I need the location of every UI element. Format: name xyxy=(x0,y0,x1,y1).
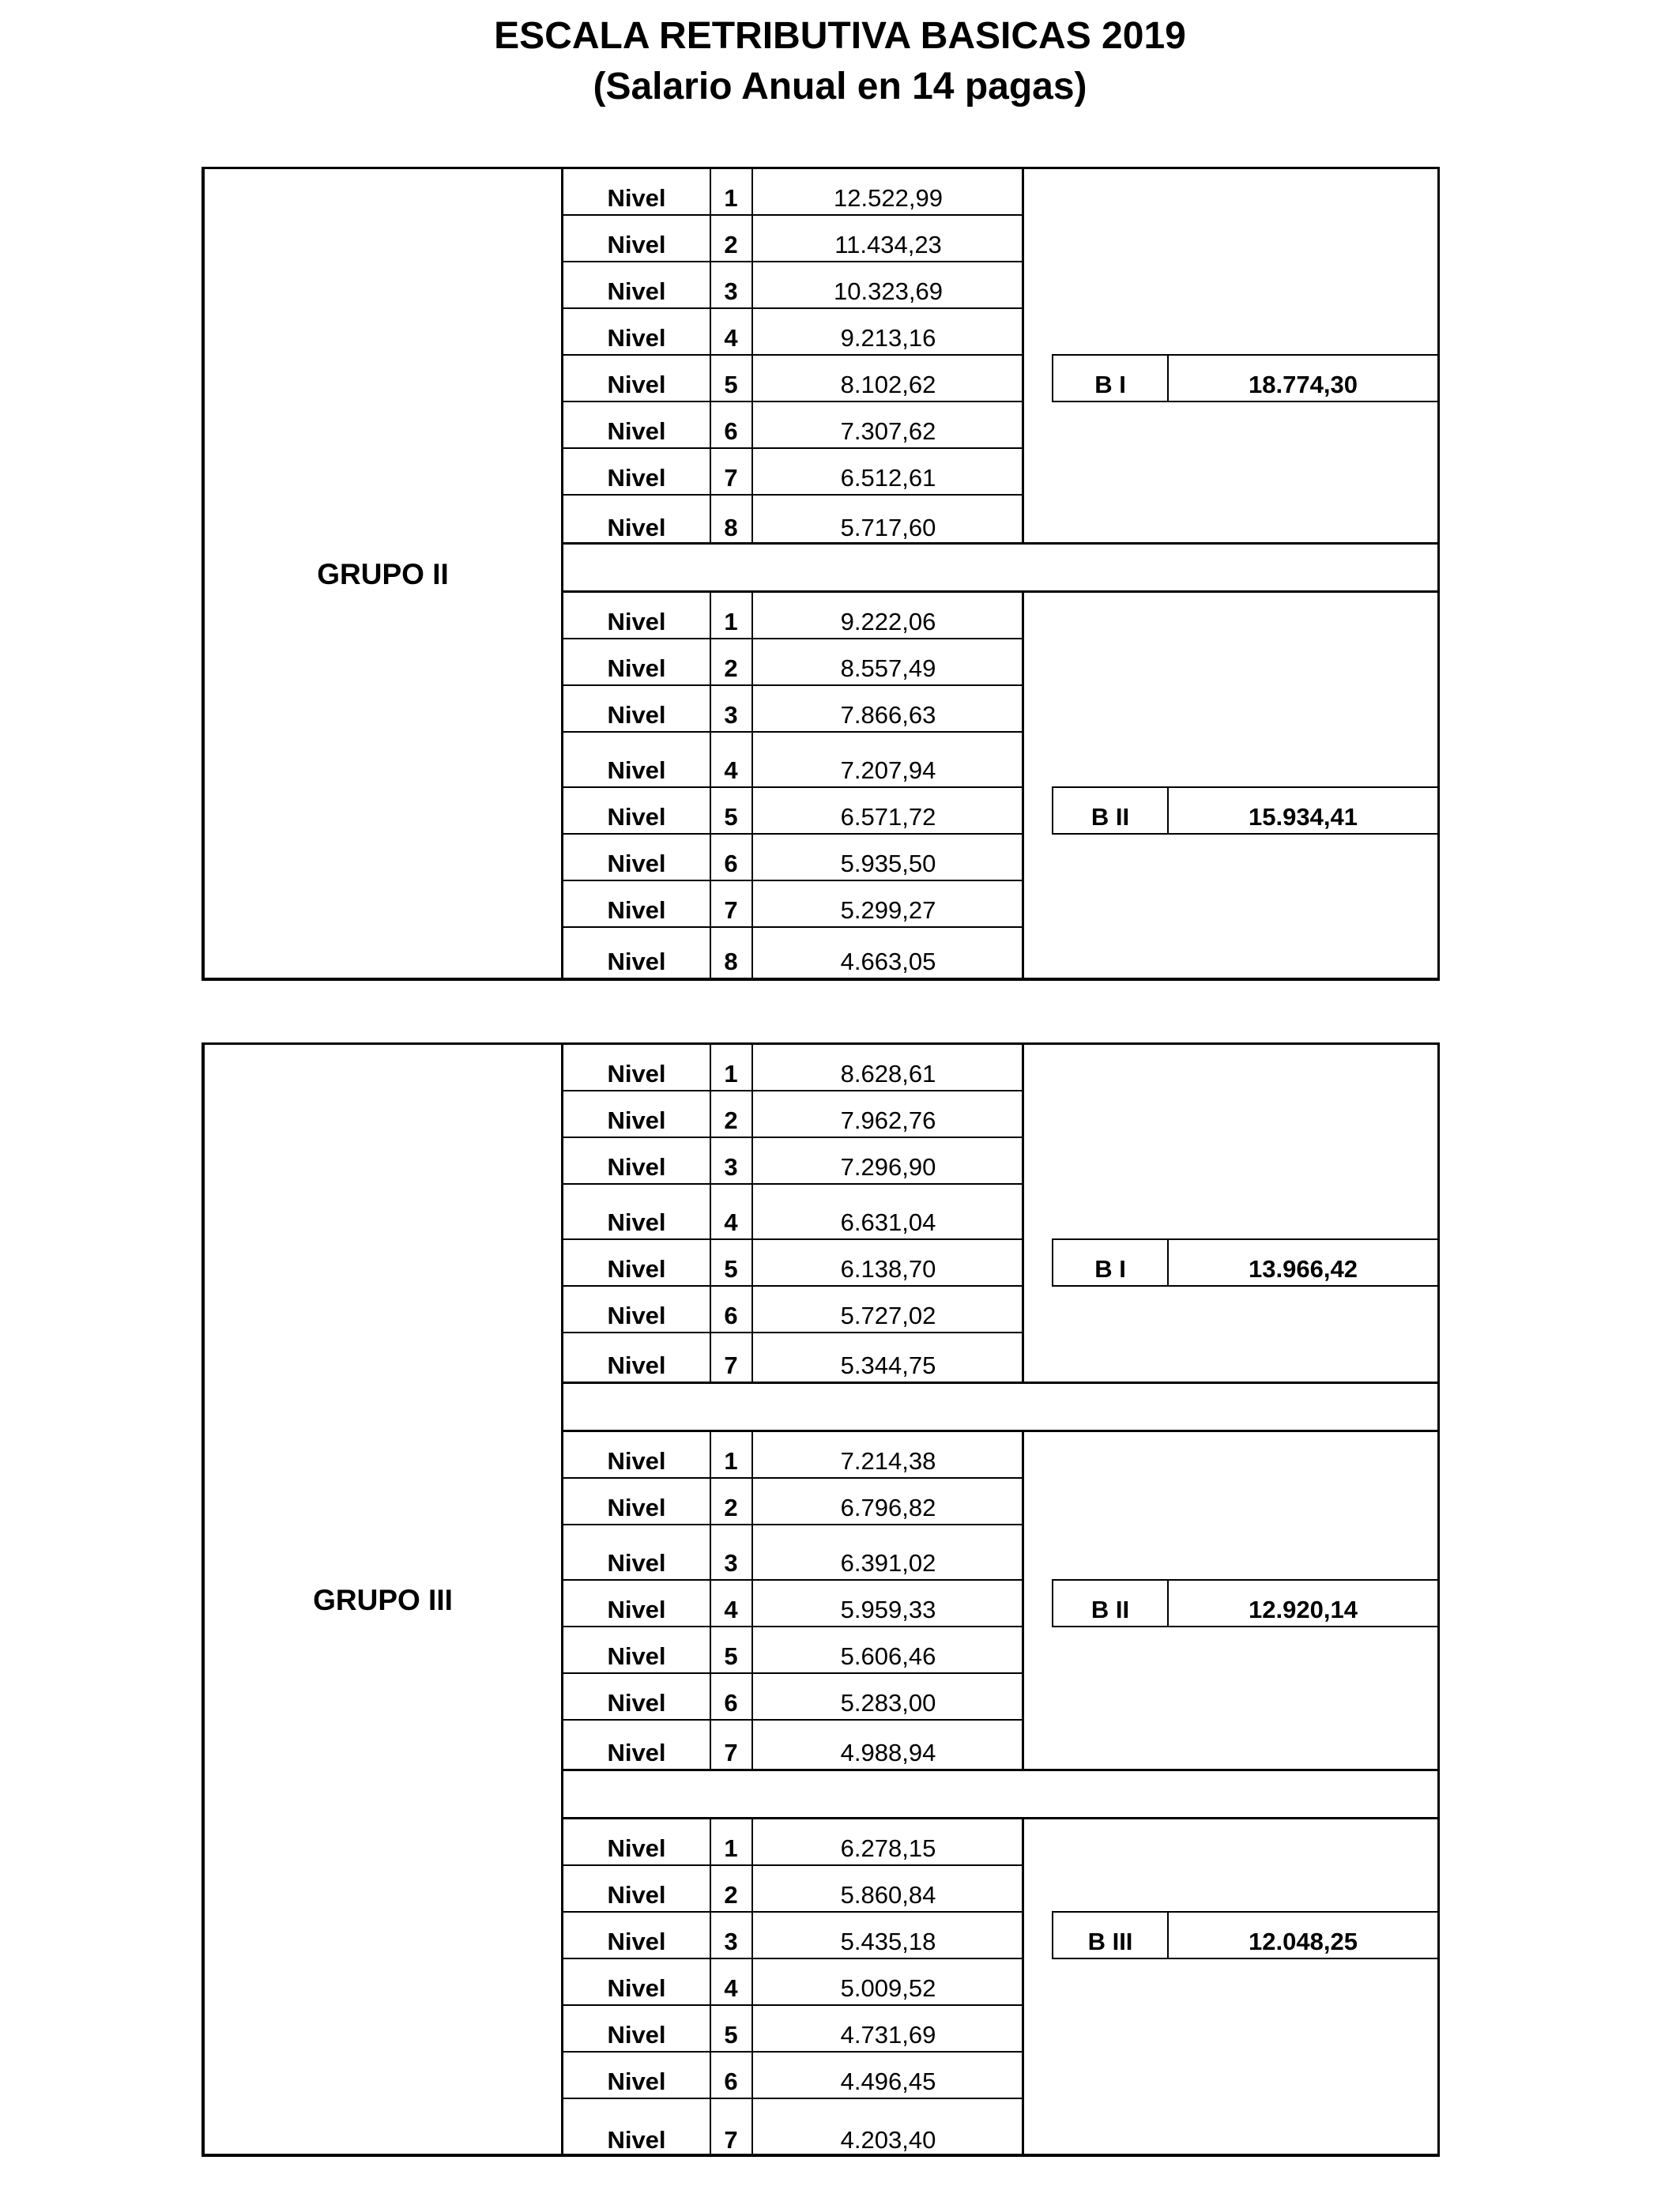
nivel-label: Nivel xyxy=(607,2126,666,2154)
table-row xyxy=(563,881,1024,928)
salary-value: 12.522,99 xyxy=(834,184,943,212)
level-number: 2 xyxy=(724,1881,738,1909)
base-salary-text: 13.966,42 xyxy=(1249,1255,1358,1283)
salary-value: 5.717,60 xyxy=(840,514,936,541)
nivel-label: Nivel xyxy=(607,417,666,445)
level-block xyxy=(563,169,1437,544)
level-number: 6 xyxy=(724,1302,738,1329)
group-table-grupo-iii xyxy=(202,1042,1440,2157)
block-separator xyxy=(563,542,1437,593)
group-levels xyxy=(561,169,1437,978)
level-number: 7 xyxy=(724,1739,738,1766)
table-row xyxy=(563,639,1024,686)
level-block xyxy=(563,593,1437,978)
base-salary-value xyxy=(1169,356,1437,401)
column-divider xyxy=(710,1432,711,1769)
base-salary-text: 18.774,30 xyxy=(1249,371,1358,398)
base-salary-value xyxy=(1169,1913,1437,1958)
nivel-label: Nivel xyxy=(607,654,666,682)
level-number: 3 xyxy=(724,277,738,305)
nivel-label: Nivel xyxy=(607,1255,666,1283)
base-category-text: B II xyxy=(1090,803,1130,831)
group-label: GRUPO III xyxy=(313,1584,453,1616)
nivel-label: Nivel xyxy=(607,1153,666,1181)
level-number: 5 xyxy=(724,803,738,831)
level-number: 4 xyxy=(724,1974,738,2002)
level-block xyxy=(563,1819,1437,2156)
level-number: 7 xyxy=(724,464,738,492)
base-salary-box xyxy=(1052,354,1437,402)
salary-value: 7.307,62 xyxy=(840,417,936,445)
level-number: 5 xyxy=(724,1255,738,1283)
table-row xyxy=(563,1091,1024,1138)
nivel-label: Nivel xyxy=(607,756,666,784)
level-number: 2 xyxy=(724,1494,738,1521)
nivel-label: Nivel xyxy=(607,1642,666,1670)
nivel-label: Nivel xyxy=(607,948,666,975)
nivel-label: Nivel xyxy=(607,1106,666,1134)
table-row xyxy=(563,1185,1024,1240)
nivel-label: Nivel xyxy=(607,1974,666,2002)
salary-value: 7.866,63 xyxy=(840,701,936,729)
nivel-label: Nivel xyxy=(607,1494,666,1521)
base-category-text: B I xyxy=(1094,371,1126,398)
table-row xyxy=(563,1240,1024,1287)
base-category-label xyxy=(1053,1913,1169,1958)
level-number: 6 xyxy=(724,2068,738,2095)
column-divider xyxy=(710,1819,711,2156)
salary-value: 8.102,62 xyxy=(840,371,936,398)
base-category-text: B II xyxy=(1090,1596,1130,1623)
salary-value: 5.299,27 xyxy=(840,896,936,924)
table-row xyxy=(563,1333,1024,1382)
table-row xyxy=(563,928,1024,978)
salary-value: 5.344,75 xyxy=(840,1351,936,1379)
level-number: 2 xyxy=(724,231,738,258)
column-divider xyxy=(1022,593,1024,978)
column-divider xyxy=(710,593,711,978)
level-number: 4 xyxy=(724,1596,738,1623)
salary-value: 11.434,23 xyxy=(834,231,942,258)
salary-value: 4.496,45 xyxy=(840,2068,936,2095)
nivel-label: Nivel xyxy=(607,231,666,258)
base-salary-text: 15.934,41 xyxy=(1249,803,1358,831)
column-divider xyxy=(751,169,753,544)
level-number: 1 xyxy=(724,1834,738,1862)
level-number: 3 xyxy=(724,701,738,729)
salary-value: 5.283,00 xyxy=(840,1689,936,1717)
table-row xyxy=(563,593,1024,639)
base-salary-box xyxy=(1052,786,1437,835)
salary-value: 5.959,33 xyxy=(840,1596,936,1623)
column-divider xyxy=(1022,169,1024,544)
nivel-label: Nivel xyxy=(607,1208,666,1236)
level-number: 8 xyxy=(724,948,738,975)
salary-value: 6.512,61 xyxy=(840,464,936,492)
salary-value: 6.138,70 xyxy=(840,1255,936,1283)
level-number: 3 xyxy=(724,1928,738,1955)
table-row xyxy=(563,309,1024,356)
level-number: 5 xyxy=(724,1642,738,1670)
table-row xyxy=(563,169,1024,216)
table-row xyxy=(563,216,1024,262)
nivel-label: Nivel xyxy=(607,184,666,212)
level-number: 1 xyxy=(724,608,738,635)
table-row xyxy=(563,1138,1024,1185)
salary-value: 6.571,72 xyxy=(840,803,936,831)
nivel-label: Nivel xyxy=(607,850,666,877)
salary-value: 5.009,52 xyxy=(840,1974,936,2002)
nivel-label: Nivel xyxy=(607,277,666,305)
table-row xyxy=(563,2099,1024,2156)
salary-value: 6.631,04 xyxy=(840,1208,936,1236)
level-number: 6 xyxy=(724,417,738,445)
nivel-label: Nivel xyxy=(607,1739,666,1766)
salary-value: 5.860,84 xyxy=(840,1881,936,1909)
nivel-label: Nivel xyxy=(607,896,666,924)
base-salary-value xyxy=(1169,788,1437,833)
level-number: 6 xyxy=(724,850,738,877)
salary-value: 9.222,06 xyxy=(840,608,936,635)
level-number: 4 xyxy=(724,324,738,352)
table-row xyxy=(563,1581,1024,1627)
salary-value: 7.962,76 xyxy=(840,1106,936,1134)
salary-value: 10.323,69 xyxy=(834,277,943,305)
column-divider xyxy=(1022,1045,1024,1382)
base-category-label xyxy=(1053,1581,1169,1626)
level-block xyxy=(563,1045,1437,1382)
table-row xyxy=(563,1913,1024,1959)
table-row xyxy=(563,1721,1024,1769)
table-row xyxy=(563,1045,1024,1091)
nivel-label: Nivel xyxy=(607,1881,666,1909)
level-number: 1 xyxy=(724,1447,738,1475)
base-salary-box xyxy=(1052,1911,1437,1959)
nivel-label: Nivel xyxy=(607,1596,666,1623)
level-number: 5 xyxy=(724,371,738,398)
page-subtitle: (Salario Anual en 14 pagas) xyxy=(593,66,1087,107)
nivel-label: Nivel xyxy=(607,1447,666,1475)
group-levels xyxy=(561,1045,1437,2154)
salary-value: 6.278,15 xyxy=(840,1834,936,1862)
salary-value: 4.663,05 xyxy=(840,948,936,975)
salary-value: 9.213,16 xyxy=(840,324,936,352)
nivel-label: Nivel xyxy=(607,1060,666,1088)
table-row xyxy=(563,1959,1024,2006)
nivel-label: Nivel xyxy=(607,1928,666,1955)
table-row xyxy=(563,686,1024,733)
level-number: 8 xyxy=(724,514,738,541)
table-row xyxy=(563,1479,1024,1525)
nivel-label: Nivel xyxy=(607,608,666,635)
level-number: 1 xyxy=(724,1060,738,1088)
base-category-label xyxy=(1053,356,1169,401)
table-row xyxy=(563,402,1024,449)
salary-value: 8.557,49 xyxy=(840,654,936,682)
table-row xyxy=(563,496,1024,544)
nivel-label: Nivel xyxy=(607,464,666,492)
salary-value: 7.296,90 xyxy=(840,1153,936,1181)
nivel-label: Nivel xyxy=(607,701,666,729)
column-divider xyxy=(710,1045,711,1382)
column-divider xyxy=(710,169,711,544)
column-divider xyxy=(751,1045,753,1382)
base-category-text: B I xyxy=(1094,1255,1126,1283)
salary-value: 4.988,94 xyxy=(840,1739,936,1766)
column-divider xyxy=(751,1819,753,2156)
salary-value: 4.731,69 xyxy=(840,2021,936,2049)
nivel-label: Nivel xyxy=(607,324,666,352)
table-row xyxy=(563,2006,1024,2053)
level-number: 2 xyxy=(724,1106,738,1134)
salary-value: 5.435,18 xyxy=(840,1928,936,1955)
nivel-label: Nivel xyxy=(607,1302,666,1329)
base-salary-text: 12.048,25 xyxy=(1249,1928,1358,1955)
level-number: 2 xyxy=(724,654,738,682)
column-divider xyxy=(751,1432,753,1769)
column-divider xyxy=(1022,1432,1024,1769)
nivel-label: Nivel xyxy=(607,1834,666,1862)
column-divider xyxy=(751,593,753,978)
salary-value: 6.796,82 xyxy=(840,1494,936,1521)
table-row xyxy=(563,262,1024,309)
salary-value: 4.203,40 xyxy=(840,2126,936,2154)
base-category-label xyxy=(1053,1240,1169,1285)
level-number: 3 xyxy=(724,1549,738,1577)
base-salary-box xyxy=(1052,1238,1437,1287)
level-number: 7 xyxy=(724,2126,738,2154)
base-category-label xyxy=(1053,788,1169,833)
level-number: 7 xyxy=(724,1351,738,1379)
level-block xyxy=(563,1432,1437,1769)
group-label: GRUPO II xyxy=(317,558,449,590)
nivel-label: Nivel xyxy=(607,803,666,831)
base-salary-box xyxy=(1052,1579,1437,1627)
nivel-label: Nivel xyxy=(607,2068,666,2095)
table-row xyxy=(563,1432,1024,1479)
table-row xyxy=(563,1627,1024,1674)
table-row xyxy=(563,356,1024,402)
table-row xyxy=(563,835,1024,881)
nivel-label: Nivel xyxy=(607,1549,666,1577)
table-row xyxy=(563,1866,1024,1913)
salary-value: 7.207,94 xyxy=(840,756,936,784)
base-salary-value xyxy=(1169,1581,1437,1626)
table-row xyxy=(563,2053,1024,2099)
salary-value: 5.606,46 xyxy=(840,1642,936,1670)
block-separator xyxy=(563,1382,1437,1432)
table-row xyxy=(563,788,1024,835)
group-table-grupo-ii xyxy=(202,167,1440,981)
level-number: 7 xyxy=(724,896,738,924)
nivel-label: Nivel xyxy=(607,1351,666,1379)
salary-value: 7.214,38 xyxy=(840,1447,936,1475)
nivel-label: Nivel xyxy=(607,371,666,398)
salary-value: 8.628,61 xyxy=(840,1060,936,1088)
table-row xyxy=(563,1819,1024,1866)
base-salary-value xyxy=(1169,1240,1437,1285)
table-row xyxy=(563,1674,1024,1721)
table-row xyxy=(563,449,1024,496)
nivel-label: Nivel xyxy=(607,2021,666,2049)
level-number: 4 xyxy=(724,1208,738,1236)
level-number: 4 xyxy=(724,756,738,784)
nivel-label: Nivel xyxy=(607,514,666,541)
column-divider xyxy=(1022,1819,1024,2156)
nivel-label: Nivel xyxy=(607,1689,666,1717)
page-title: ESCALA RETRIBUTIVA BASICAS 2019 xyxy=(494,15,1186,57)
salary-value: 5.935,50 xyxy=(840,850,936,877)
salary-value: 5.727,02 xyxy=(840,1302,936,1329)
level-number: 3 xyxy=(724,1153,738,1181)
table-row xyxy=(563,733,1024,788)
block-separator xyxy=(563,1769,1437,1819)
level-number: 6 xyxy=(724,1689,738,1717)
level-number: 5 xyxy=(724,2021,738,2049)
table-row xyxy=(563,1525,1024,1581)
salary-value: 6.391,02 xyxy=(840,1549,936,1577)
table-row xyxy=(563,1287,1024,1333)
level-number: 1 xyxy=(724,184,738,212)
base-category-text: B III xyxy=(1087,1928,1133,1955)
base-salary-text: 12.920,14 xyxy=(1249,1596,1358,1623)
